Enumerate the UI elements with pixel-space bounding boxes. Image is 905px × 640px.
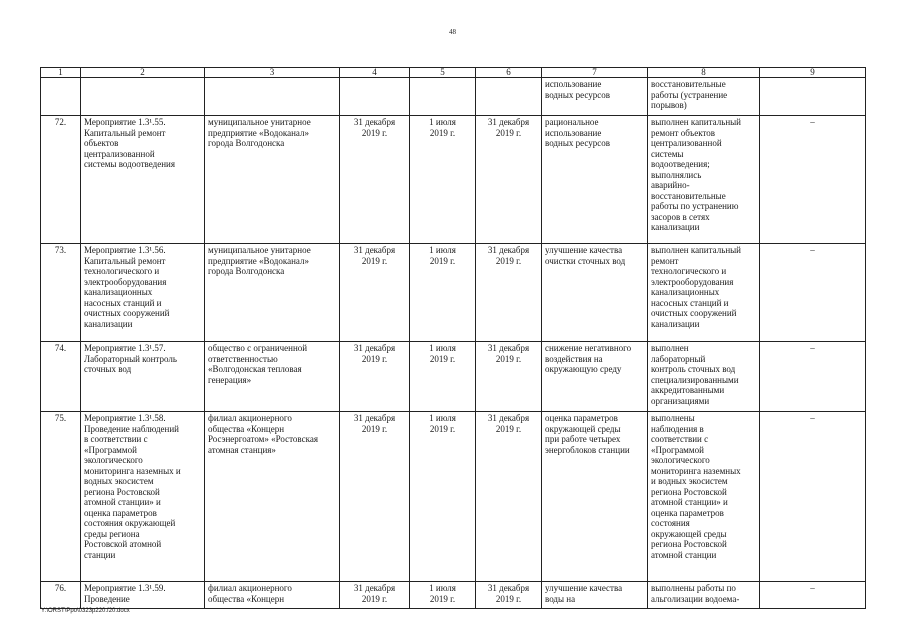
note-cell: –: [760, 582, 866, 609]
status-text: выполнены наблюдения в соответствии с «Программой экологического мониторинга наземных и водных экосистем региона Ростовской атомной станции» и оценка параметров состояния окружающей среды региона Ростовской атомной станции: [651, 413, 741, 560]
table-row: [41, 412, 866, 582]
measure-cell: [81, 582, 205, 609]
executor-text: филиал акционерного общества «Концерн: [208, 583, 292, 604]
executor-cell: [205, 412, 340, 582]
table-cell: [205, 78, 340, 116]
end-date-cell: [476, 244, 542, 342]
plan-date-cell: [340, 342, 410, 412]
row-number: 74.: [41, 342, 81, 412]
end-date: 31 декабря 2019 г.: [487, 413, 530, 434]
page-number: 48: [449, 28, 456, 36]
plan-date-cell: [340, 244, 410, 342]
status-text: выполнены работы по альголизации водоема-: [651, 583, 740, 604]
table-row: [41, 244, 866, 342]
measure-cell: [81, 116, 205, 244]
table-cell: [340, 78, 410, 116]
end-date: 31 декабря 2019 г.: [487, 245, 530, 266]
table-cell: [760, 78, 866, 116]
status-text: выполнен капитальный ремонт технологического и электрооборудования канализационных насосных станций и очистных сооружений канализации: [651, 245, 741, 329]
start-date: 1 июля 2019 г.: [429, 343, 456, 364]
status-cell: [648, 342, 760, 412]
start-date-cell: [410, 244, 476, 342]
measure-cell: [81, 342, 205, 412]
start-date-cell: [410, 116, 476, 244]
executor-text: общество с ограниченной ответственностью «Волгодонская тепловая генерация»: [208, 343, 308, 385]
row-number: 76.: [41, 582, 81, 609]
table-row: [41, 582, 866, 609]
end-date: 31 декабря 2019 г.: [487, 343, 530, 364]
result-text: рациональное использование водных ресурсов: [545, 117, 610, 148]
table-cell: [410, 78, 476, 116]
end-date-cell: [476, 412, 542, 582]
plan-date: 31 декабря 2019 г.: [353, 117, 396, 138]
executor-cell: [205, 244, 340, 342]
start-date: 1 июля 2019 г.: [429, 117, 456, 138]
plan-date: 31 декабря 2019 г.: [353, 413, 396, 434]
column-number: 2: [81, 68, 205, 78]
end-date: 31 декабря 2019 г.: [487, 583, 530, 604]
row-number: 72.: [41, 116, 81, 244]
status-text: выполнен капитальный ремонт объектов централизованной системы водоотведения; выполнялись аварийно- восстановительные работы по устранению засоров в сетях канализации: [651, 117, 741, 232]
table-cell: [81, 78, 205, 116]
column-number: 6: [476, 68, 542, 78]
status-text: выполнен лабораторный контроль сточных вод специализированными аккредитованными организациями: [651, 343, 739, 406]
table-row: [41, 342, 866, 412]
measure-text: Мероприятие 1.3¹.57. Лабораторный контроль сточных вод: [84, 343, 177, 374]
measure-text: Мероприятие 1.3¹.59. Проведение: [84, 583, 166, 604]
start-date-cell: [410, 412, 476, 582]
note-cell: –: [760, 116, 866, 244]
start-date-cell: [410, 582, 476, 609]
column-number: 8: [648, 68, 760, 78]
executor-text: филиал акционерного общества «Концерн Росэнергоатом» «Ростовская атомная станция»: [208, 413, 318, 455]
end-date-cell: [476, 342, 542, 412]
column-number: 5: [410, 68, 476, 78]
result-text: улучшение качества очистки сточных вод: [545, 245, 626, 266]
table-cell: [476, 78, 542, 116]
plan-date-cell: [340, 116, 410, 244]
executor-cell: [205, 116, 340, 244]
note-cell: –: [760, 342, 866, 412]
status-cell: [648, 412, 760, 582]
plan-date: 31 декабря 2019 г.: [353, 343, 396, 364]
start-date: 1 июля 2019 г.: [429, 245, 456, 266]
measure-text: Мероприятие 1.3¹.58. Проведение наблюдений в соответствии с «Программой экологического мониторинга наземных и водных экосистем региона Ростовской атомной станции» и оценка параметров состояния окружающей среды региона Ростовской атомной станции: [84, 413, 181, 560]
result-text: использование водных ресурсов: [545, 79, 610, 100]
end-date-cell: [476, 582, 542, 609]
footer-file-path: Y:\ORST\Ppo\0323p220.f20.docx: [41, 608, 130, 614]
note-cell: –: [760, 412, 866, 582]
plan-date-cell: [340, 582, 410, 609]
start-date: 1 июля 2019 г.: [429, 583, 456, 604]
row-number: 75.: [41, 412, 81, 582]
plan-date: 31 декабря 2019 г.: [353, 583, 396, 604]
continuation-row: [41, 78, 866, 116]
end-date-cell: [476, 116, 542, 244]
column-number: 7: [542, 68, 648, 78]
status-text: восстановительные работы (устранение порывов): [651, 79, 728, 110]
status-cell: [648, 244, 760, 342]
column-number: 3: [205, 68, 340, 78]
status-cell: [648, 582, 760, 609]
plan-date: 31 декабря 2019 г.: [353, 245, 396, 266]
result-text: снижение негативного воздействия на окружающую среду: [545, 343, 632, 374]
executor-text: муниципальное унитарное предприятие «Водоканал» города Волгодонска: [208, 117, 311, 148]
status-cell: [648, 78, 760, 116]
result-cell: [542, 582, 648, 609]
column-number: 9: [760, 68, 866, 78]
note-cell: –: [760, 244, 866, 342]
measure-cell: [81, 244, 205, 342]
row-number: 73.: [41, 244, 81, 342]
start-date: 1 июля 2019 г.: [429, 413, 456, 434]
executor-cell: [205, 342, 340, 412]
status-cell: [648, 116, 760, 244]
table-row: [41, 116, 866, 244]
column-number: 4: [340, 68, 410, 78]
table-cell: [41, 78, 81, 116]
executor-text: муниципальное унитарное предприятие «Водоканал» города Волгодонска: [208, 245, 311, 276]
end-date: 31 декабря 2019 г.: [487, 117, 530, 138]
measures-table: [40, 67, 866, 609]
executor-cell: [205, 582, 340, 609]
result-cell: [542, 342, 648, 412]
start-date-cell: [410, 342, 476, 412]
measure-cell: [81, 412, 205, 582]
result-text: улучшение качества воды на: [545, 583, 623, 604]
plan-date-cell: [340, 412, 410, 582]
column-number-row: [41, 68, 866, 78]
measure-text: Мероприятие 1.3¹.55. Капитальный ремонт объектов централизованной системы водоотведения: [84, 117, 175, 169]
result-cell: [542, 116, 648, 244]
measure-text: Мероприятие 1.3¹.56. Капитальный ремонт технологического и электрооборудования канализационных насосных станций и очистных сооружений канализации: [84, 245, 170, 329]
result-text: оценка параметров окружающей среды при работе четырех энергоблоков станции: [545, 413, 630, 455]
result-cell: [542, 244, 648, 342]
column-number: 1: [41, 68, 81, 78]
result-cell: [542, 412, 648, 582]
result-cell: [542, 78, 648, 116]
